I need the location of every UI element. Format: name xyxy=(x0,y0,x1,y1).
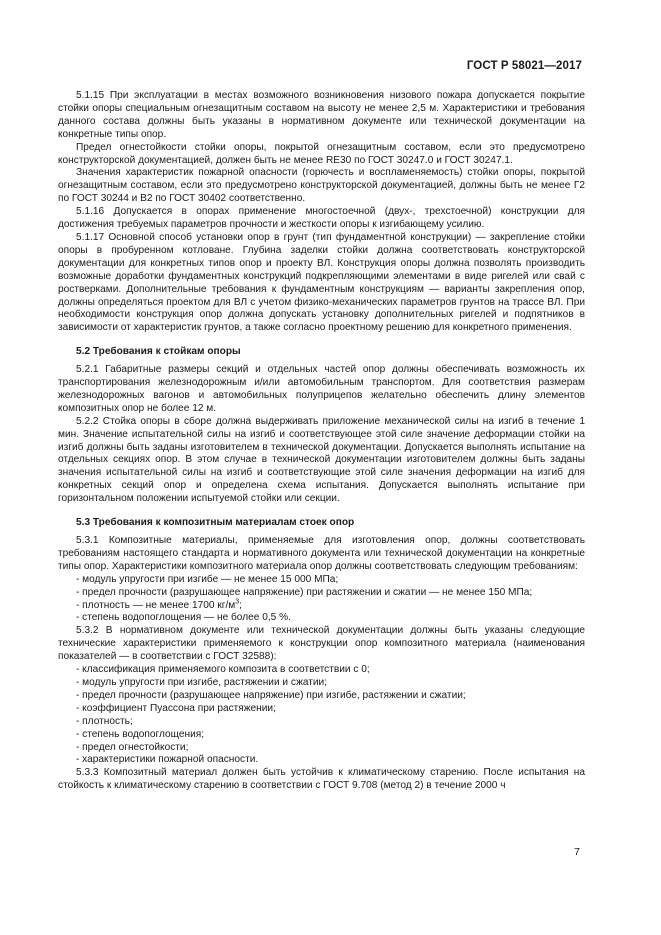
density-suffix: ; xyxy=(239,599,242,611)
paragraph-5-1-15: 5.1.15 При эксплуатации в местах возможного возникновения низового пожара допускается покрытие стойки опоры специальным огнезащитным составом на высоту не менее 2,5 м. Характеристики и требования данного состава должны быть указаны в нормативном документе или технической документации на конкретные типы опор. xyxy=(58,90,585,140)
paragraph-5-3-3: 5.3.3 Композитный материал должен быть устойчив к климатическому старению. После испытания на стойкость к климатическому старению в соответствии с ГОСТ 9.708 (метод 2) в течение 2000 ч xyxy=(58,767,585,792)
list-item: - плотность; xyxy=(76,715,133,727)
document-header: ГОСТ Р 58021—2017 xyxy=(466,60,582,72)
paragraph-5-1-17: 5.1.17 Основной способ установки опор в грунт (тип фундаментной конструкции) — закрепление стойки опоры в пробуренном котловане. Глубина заделки стойки должна соответствовать конструкторской документации для конкретных типов опор и проекту ВЛ. Конструкция опоры должна позволять производить возможные доработки фундаментных конструкций подкрепляющими элементами в виде ригелей или свай с ростверками. Дополнительные требования к фундаментным конструкциям — варианты закрепления опор, должны определяться проектом для ВЛ с учетом физико-механических параметров грунтов на трассе ВЛ. При необходимости конструкция опор должна допускать установку дополнительных ригелей и подпятников в зависимости от характеристик грунтов, а также согласно проектному решению для конкретного применения. xyxy=(58,231,585,334)
list-item: - степень водопоглощения — не более 0,5 %. xyxy=(76,612,291,624)
list-item: - степень водопоглощения; xyxy=(76,728,205,740)
paragraph-5-1-16: 5.1.16 Допускается в опорах применение многостоечной (двух-, трехстоечной) конструкции для достижения требуемых параметров прочности и жесткости опоры к изгибающему усилию. xyxy=(58,206,585,231)
section-heading-5-2: 5.2 Требования к стойкам опоры xyxy=(76,346,241,358)
paragraph-fire-resistance: Предел огнестойкости стойки опоры, покрытой огнезащитным составом, если это предусмотрено конструкторской документацией, должен быть не менее RE30 по ГОСТ 30247.0 и ГОСТ 30247.1. xyxy=(58,141,585,166)
density-text: - плотность — не менее 1700 кг/м xyxy=(76,599,236,611)
page-number: 7 xyxy=(574,846,580,858)
document-body xyxy=(58,90,585,793)
list-item: - классификация применяемого композита в соответствии с 0; xyxy=(76,664,370,676)
list-item: - характеристики пожарной опасности. xyxy=(76,754,259,766)
list-item: - предел огнестойкости; xyxy=(76,741,189,753)
paragraph-5-2-1: 5.2.1 Габаритные размеры секций и отдельных частей опор должны обеспечивать возможность их транспортирования железнодорожным и/или автомобильным транспортом. Для соответствия размерам железнодорожных вагонов и автомобильных полуприцепов желательно обеспечить длину элементов композитных опор не более 12 м. xyxy=(58,364,585,414)
paragraph-fire-hazard: Значения характеристик пожарной опасности (горючесть и воспламеняемость) стойки опоры, покрытой огнезащитным составом, если это предусмотрено конструкторской документацией, должны быть не менее Г2 по ГОСТ 30244 и В2 по ГОСТ 30402 соответственно. xyxy=(58,167,585,205)
list-item: - коэффициент Пуассона при растяжении; xyxy=(76,702,276,714)
paragraph-5-3-1: 5.3.1 Композитные материалы, применяемые для изготовления опор, должны соответствовать требованиям настоящего стандарта и нормативного документа или технической документации на конкретные типы опор. Характеристики композитного материала опор должны соответствовать следующим требованиям: xyxy=(58,535,585,572)
paragraph-5-2-2: 5.2.2 Стойка опоры в сборе должна выдерживать приложение механической силы на изгиб в течение 1 мин. Значение испытательной силы на изгиб и соответствующее этой силе значение деформации стойки на изгиб должны быть заданы изготовителем в технической документации. Допускается выполнять испытание на отдельных секциях опор. В этом случае в технической документации изготовителем должны быть заданы значения испытательной силы на изгиб и соответствующие этой силе значения деформации на изгиб для конкретных секций опор и определена схема испытания. Допускается выполнять испытание при горизонтальном положении испытуемой стойки или секции. xyxy=(58,415,585,505)
list-item: - модуль упругости при изгибе — не менее 15 000 МПа; xyxy=(76,573,339,585)
section-heading-5-3: 5.3 Требования к композитным материалам стоек опор xyxy=(76,517,355,529)
paragraph-5-3-2: 5.3.2 В нормативном документе или технической документации должны быть указаны следующие технические характеристики применяемого к конструкции опор композитного материала (наименования показателей — в соответствии с ГОСТ 32588): xyxy=(58,625,585,663)
density-superscript: 3 xyxy=(235,598,240,606)
list-item: - предел прочности (разрушающее напряжение) при изгибе, растяжении и сжатии; xyxy=(76,689,466,701)
list-item: - предел прочности (разрушающее напряжение) при растяжении и сжатии — не менее 150 МПа; xyxy=(76,586,533,598)
list-item-density xyxy=(58,600,585,613)
list-item: - модуль упругости при изгибе, растяжении и сжатии; xyxy=(76,676,328,688)
